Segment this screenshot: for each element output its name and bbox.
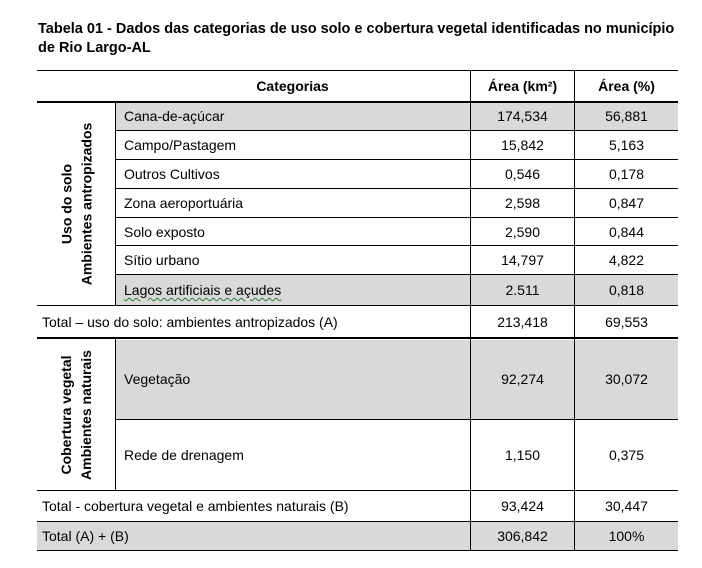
- row-km2: 2.511: [505, 282, 540, 298]
- group1-label-line2: Ambientes antropizados: [78, 122, 94, 285]
- row-km2: 1,150: [504, 447, 541, 463]
- row-pct: 30,072: [605, 371, 648, 387]
- row-km2: 14,797: [501, 252, 544, 268]
- row-km2: 92,274: [501, 371, 544, 387]
- grand-total-pct: 100%: [608, 528, 645, 544]
- row-pct: 0,178: [608, 166, 645, 182]
- row-name-text: Lagos artificiais e açudes: [124, 282, 282, 298]
- grand-total-km2: 306,842: [497, 528, 548, 544]
- header-area-km2: Área (km²): [487, 78, 558, 94]
- col-divider: [115, 337, 116, 490]
- row-pct: 0,375: [608, 447, 645, 463]
- header-categorias: Categorias: [256, 78, 329, 94]
- row-name: Vegetação: [124, 371, 191, 387]
- row-pct: 0,844: [608, 223, 645, 240]
- row-pct: 56,881: [605, 108, 648, 124]
- row-name: Outros Cultivos: [124, 166, 220, 182]
- row-pct: 4,822: [608, 252, 645, 268]
- table-title: Tabela 01 - Dados das categorias de uso solo e cobertura vegetal identificadas no município de Rio Largo-AL: [38, 21, 675, 56]
- group1-label-line1: Uso do solo: [58, 163, 74, 244]
- row-pct: 0,847: [608, 195, 645, 211]
- row-name: [124, 275, 464, 305]
- total-a-label: Total – uso do solo: ambientes antropizados (A): [42, 313, 338, 330]
- col-divider: [115, 101, 116, 305]
- row-km2: 15,842: [501, 137, 544, 153]
- group2-label: [37, 339, 115, 490]
- row-name: Sítio urbano: [124, 252, 200, 268]
- row-pct: 5,163: [608, 137, 645, 153]
- total-a-pct: 69,553: [605, 313, 648, 330]
- row-name: Zona aeroportuária: [124, 195, 244, 211]
- row-name: Campo/Pastagem: [124, 137, 237, 153]
- row-pct: 0,818: [608, 282, 645, 298]
- total-a-km2: 213,418: [497, 313, 548, 330]
- row-name: Cana-de-açúcar: [124, 108, 225, 124]
- group2-label-line2: Ambientes naturais: [78, 349, 94, 480]
- total-b-pct: 30,447: [605, 498, 648, 514]
- group2-label-line1: Cobertura vegetal: [58, 354, 74, 475]
- row-name: Rede de drenagem: [124, 447, 244, 463]
- row-km2: 2,590: [504, 223, 541, 240]
- rule-bottom: [37, 550, 678, 551]
- row-name: Solo exposto: [124, 223, 205, 240]
- group1-label: [37, 102, 115, 305]
- row-km2: 0,546: [504, 166, 541, 182]
- grand-total-label: Total (A) + (B): [42, 528, 129, 544]
- row-km2: 174,534: [497, 108, 548, 124]
- row-km2: 2,598: [504, 195, 541, 211]
- total-b-km2: 93,424: [501, 498, 544, 514]
- header-area-pct: Área (%): [598, 78, 655, 94]
- total-b-label: Total - cobertura vegetal e ambientes naturais (B): [42, 498, 349, 514]
